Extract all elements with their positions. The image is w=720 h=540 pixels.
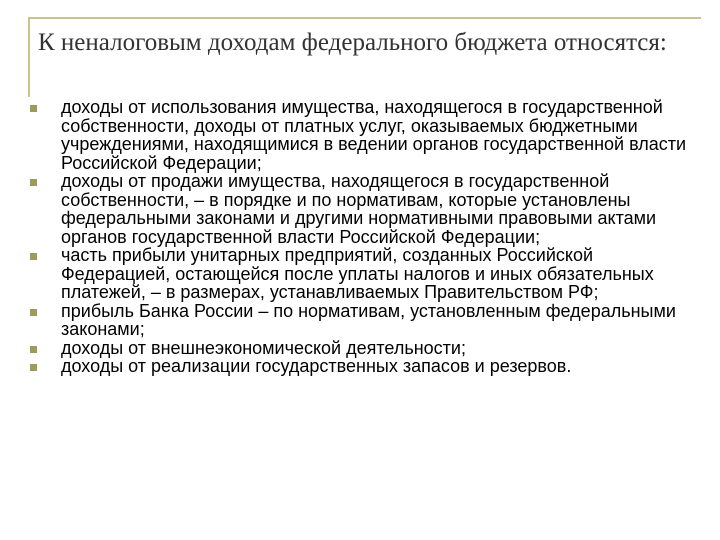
list-item: [30, 246, 700, 302]
list-item-text: прибыль Банка России – по нормативам, установленным федеральными законами;: [61, 300, 676, 339]
list-item: [30, 339, 700, 358]
square-bullet-icon: [30, 253, 37, 260]
square-bullet-icon: [30, 346, 37, 353]
list-item: [30, 302, 700, 339]
title-frame-left-line: [28, 17, 30, 97]
list-item: [30, 357, 700, 376]
title-frame-top-line: [28, 17, 701, 19]
list-item: [30, 172, 700, 246]
bullet-list: [30, 98, 700, 376]
list-item-text: доходы от внешнеэкономической деятельности;: [61, 337, 466, 358]
list-item: [30, 98, 700, 172]
square-bullet-icon: [30, 364, 37, 371]
list-item-text: доходы от продажи имущества, находящегося в государственной собственности, – в порядке и по нормативам, которые установлены федеральными законами и другими нормативными правовыми актами органов государственной власти Российской Федерации;: [61, 171, 657, 247]
slide-title: К неналоговым доходам федерального бюджета относятся:: [38, 29, 667, 56]
list-item-text: часть прибыли унитарных предприятий, созданных Российской Федерацией, остающейся после уплаты налогов и иных обязательных платежей, – в размерах, устанавливаемых Правительством РФ;: [61, 245, 654, 302]
list-item-text: доходы от использования имущества, находящегося в государственной собственности, доходы от платных услуг, оказываемых бюджетными учреждениями, находящимися в ведении органов государственной власти Российской Федерации;: [61, 97, 687, 173]
square-bullet-icon: [30, 309, 37, 316]
square-bullet-icon: [30, 105, 37, 112]
square-bullet-icon: [30, 179, 37, 186]
list-item-text: доходы от реализации государственных запасов и резервов.: [61, 356, 572, 376]
